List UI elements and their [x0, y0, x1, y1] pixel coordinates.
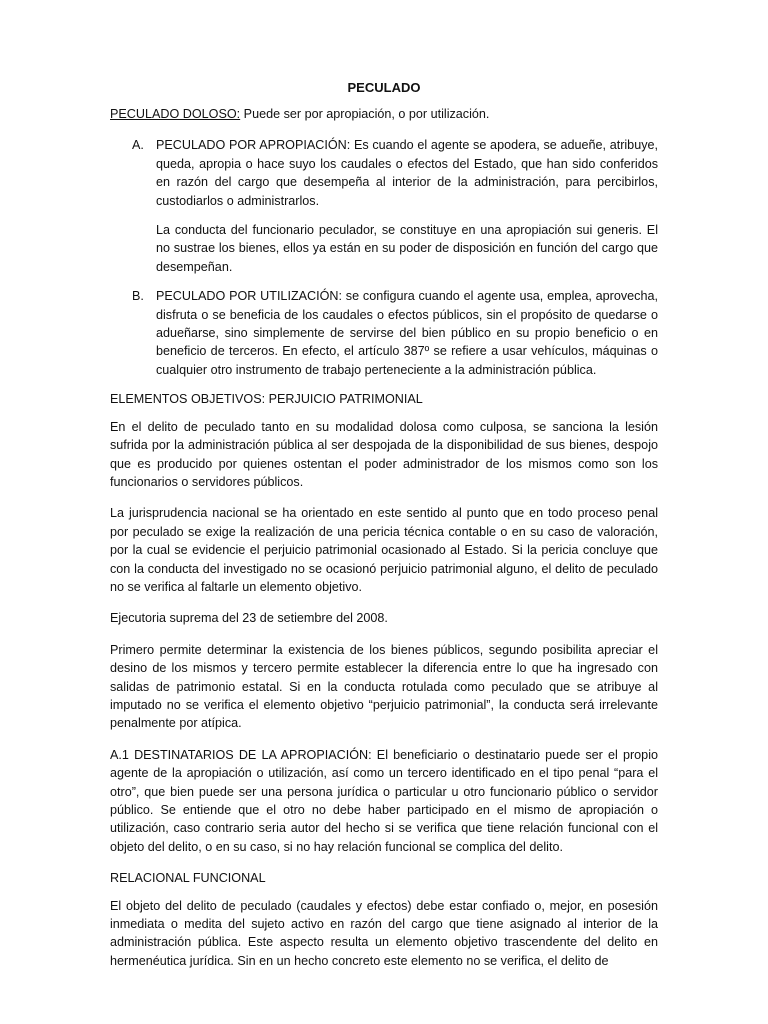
paragraph-3: Ejecutoria suprema del 23 de setiembre del 2008. — [110, 611, 388, 626]
paragraph-6: El objeto del delito de peculado (caudales y efectos) debe estar confiado o, mejor, en posesión inmediata o medita del sujeto activo en razón del cargo que tiene asignado al interior de la administración pública. Este aspecto resulta un elemento objetivo trascendente del delito en hermenéutica jurídica. Sin en un hecho concreto este elemento no se verifica, el delito de — [110, 898, 658, 968]
heading-elementos-objetivos: ELEMENTOS OBJETIVOS: PERJUICIO PATRIMONIAL — [110, 392, 423, 407]
paragraph-1: En el delito de peculado tanto en su modalidad dolosa como culposa, se sanciona la lesión sufrida por la administración pública al ser despojada de la disponibilidad de sus bienes, despojo que es producido por quienes ostentan el poder administrador de los mismos como son los funcionarios o servidores públicos. — [110, 419, 658, 489]
intro-paragraph — [110, 105, 658, 123]
item-b-paragraph-1: PECULADO POR UTILIZACIÓN: se configura cuando el agente usa, emplea, aprovecha, disfruta o se beneficia de los caudales o efectos públicos, sin el propósito de quedarse o adueñarse, sino simplemente de servirse del bien público en su propio beneficio o en beneficio de terceros. En efecto, el artículo 387º se refiere a usar vehículos, máquinas o cualquier otro instrumento de trabajo perteneciente a la administración pública. — [156, 289, 658, 377]
document-title: PECULADO — [347, 80, 421, 95]
paragraph-4: Primero permite determinar la existencia de los bienes públicos, segundo posibilita apreciar el desino de los mismos y tercero permite establecer la diferencia entre lo que ha ingresado con salidas de patrimonio estatal. Si en la conducta rotulada como peculado que se atribuye al imputado no se verifica el elemento objetivo “perjuicio patrimonial”, la conducta será irrelevante penalmente por atípica. — [110, 642, 658, 731]
intro-label: PECULADO DOLOSO: — [110, 107, 241, 121]
list-item-b — [110, 287, 658, 379]
item-a-paragraph-1: PECULADO POR APROPIACIÓN: Es cuando el agente se apodera, se adueñe, atribuye, queda, apropia o hace suyo los caudales o efectos del Estado, que han sido conferidos en razón del cargo que desempeña al interior de la administración, para percibirlos, custodiarlos o administrarlos. — [156, 138, 658, 208]
paragraph-5: A.1 DESTINATARIOS DE LA APROPIACIÓN: El beneficiario o destinatario puede ser el propio agente de la apropiación o utilización, así como un tercero identificado en el tipo penal “para el otro”, que bien puede ser una persona jurídica o particular u otro funcionario público o servidor público. Se entiende que el otro no debe haber participado en el mismo de apropiación o utilización, caso contrario seria autor del hecho si se verifica que tiene relación funcional con el objeto del delito, o en su caso, si no hay relación funcional se complica del delito. — [110, 747, 658, 854]
paragraph-2: La jurisprudencia nacional se ha orientado en este sentido al punto que en todo proceso penal por peculado se exige la realización de una pericia técnica contable o en su caso de valoración, por la cual se evidencie el perjuicio patrimonial ocasionado al Estado. Si la pericia concluye que con la conducta del investigado no se ocasionó perjuicio patrimonial alguno, el delito de peculado no se verifica al faltarle un elemento objetivo. — [110, 506, 658, 594]
item-a-paragraph-2: La conducta del funcionario peculador, se constituye en una apropiación sui generis. El no sustrae los bienes, ellos ya están en su poder de disposición en función del cargo que desempeñan. — [156, 223, 658, 274]
heading-relacional-funcional: RELACIONAL FUNCIONAL — [110, 871, 266, 886]
list-marker-a: A. — [132, 138, 144, 153]
intro-text: Puede ser por apropiación, o por utilización. — [240, 107, 490, 121]
list-marker-b: B. — [132, 289, 144, 304]
list-item-a — [110, 136, 658, 276]
